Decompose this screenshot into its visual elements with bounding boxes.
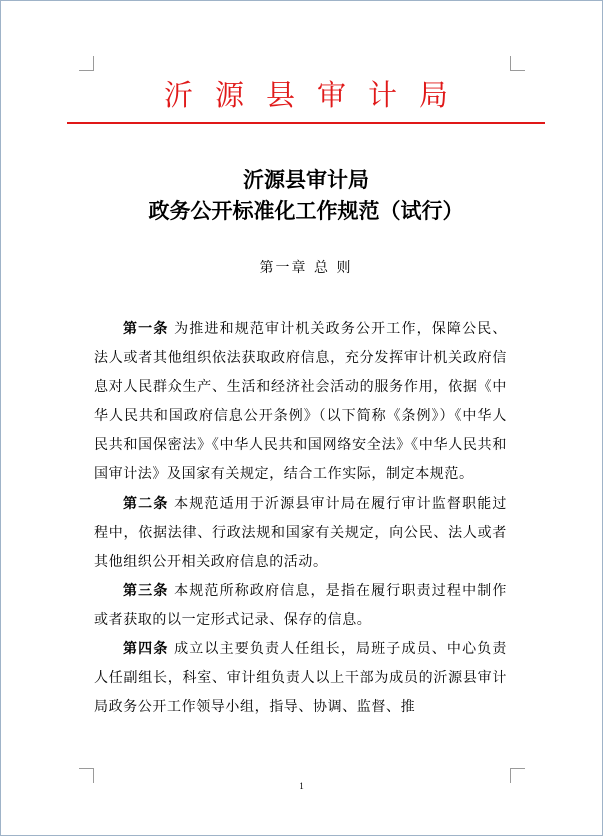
article-2 — [94, 490, 507, 577]
document-body — [94, 315, 507, 722]
letterhead-red-rule — [67, 122, 545, 124]
article-text: 本规范所称政府信息，是指在履行职责过程中制作或者获取的以一定形式记录、保存的信息。 — [94, 582, 507, 628]
document-title-line-2: 政务公开标准化工作规范（试行） — [148, 198, 464, 223]
crop-mark-top-right — [510, 56, 525, 71]
article-4 — [94, 635, 507, 722]
article-number: 第二条 — [123, 495, 169, 512]
article-text: 本规范适用于沂源县审计局在履行审计监督职能过程中，依据法律、行政法规和国家有关规定，向公民、法人或者其他组织公开相关政府信息的活动。 — [94, 495, 507, 570]
article-3 — [94, 577, 507, 635]
article-text: 成立以主要负责人任组长，局班子成员、中心负责人任副组长，科室、审计组负责人以上干部为成员的沂源县审计局政务公开工作领导小组，指导、协调、监督、推 — [94, 641, 507, 716]
article-1 — [94, 315, 507, 490]
article-number: 第四条 — [123, 641, 169, 658]
article-number: 第一条 — [123, 321, 169, 337]
page-number: 1 — [299, 781, 304, 791]
article-text: 为推进和规范审计机关政务公开工作，保障公民、法人或者其他组织依法获取政府信息，充分发挥审计机关政府信息对人民群众生产、生活和经济社会活动的服务作用，依据《中华人民共和国政府信息公开条例》（以下简称《条例》）《中华人民共和国保密法》《中华人民共和国网络安全法》《中华人民共和国审计法》及国家有关规定，结合工作实际，制定本规范。 — [94, 321, 507, 483]
document-title-line-1: 沂源县审计局 — [243, 167, 369, 192]
letterhead-org-name: 沂源县审计局 — [163, 78, 470, 112]
article-number: 第三条 — [123, 582, 169, 599]
crop-mark-top-left — [79, 56, 94, 71]
chapter-heading: 第一章 总 则 — [259, 260, 353, 276]
